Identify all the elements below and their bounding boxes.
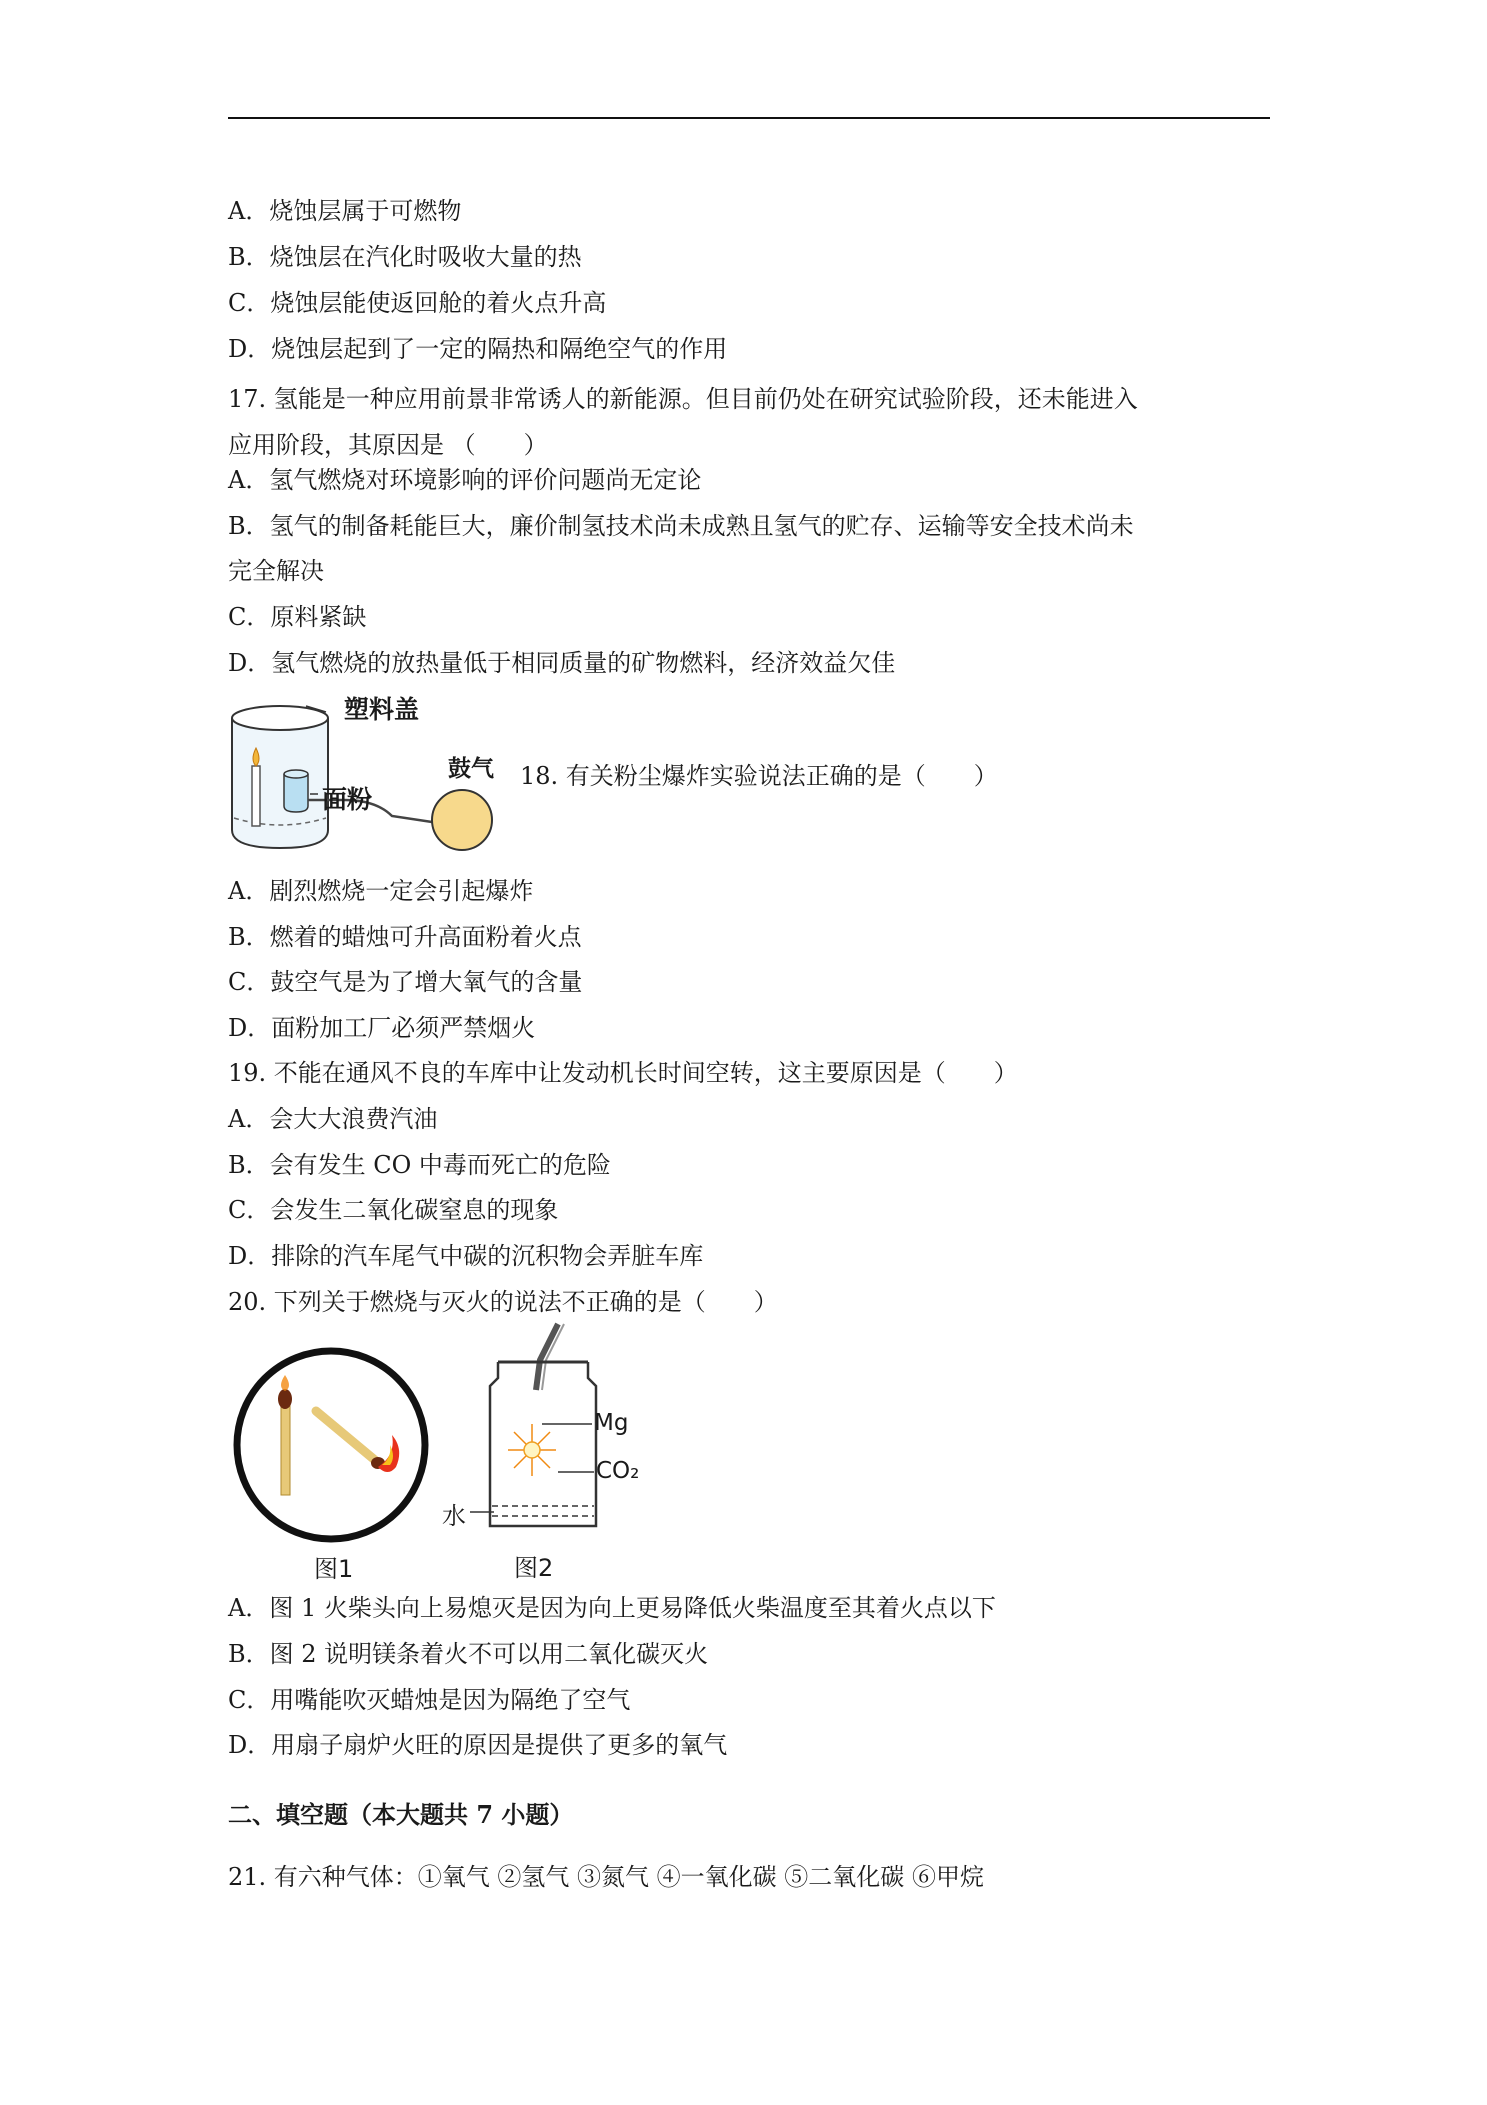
label-flour: 面粉 [322,785,373,814]
q21-stem: 21. 有六种气体：①氧气 ②氢气 ③氮气 ④一氧化碳 ⑤二氧化碳 ⑥甲烷 [228,1863,984,1891]
q17-option-d: D．氢气燃烧的放热量低于相同质量的矿物燃料，经济效益欠佳 [228,649,896,677]
q18-option-c: C．鼓空气是为了增大氧气的含量 [228,968,583,996]
q19-option-c: C．会发生二氧化碳窒息的现象 [228,1196,559,1224]
figure-1-matches [228,1345,436,1581]
label-mg: Mg [594,1410,629,1436]
q17-option-c: C．原料紧缺 [228,603,367,631]
q16-option-c: C．烧蚀层能使返回舱的着火点升高 [228,289,607,317]
header-rule [228,117,1270,119]
figure-1-caption: 图1 [314,1555,354,1583]
q20-option-a: A．图 1 火柴头向上易熄灭是因为向上更易降低火柴温度至其着火点以下 [228,1594,996,1622]
q17-stem-line1: 17. 氢能是一种应用前景非常诱人的新能源。但目前仍处在研究试验阶段，还未能进入 [228,385,1138,413]
label-blow-air: 鼓气 [448,756,494,782]
q18-stem: 18. 有关粉尘爆炸实验说法正确的是（ ） [520,762,998,790]
q17-option-b-line2: 完全解决 [228,557,324,585]
q19-option-b: B．会有发生 CO 中毒而死亡的危险 [228,1151,611,1179]
q16-option-b: B．烧蚀层在汽化时吸收大量的热 [228,243,582,271]
q18-option-b: B．燃着的蜡烛可升高面粉着火点 [228,923,582,951]
q16-option-a: A．烧蚀层属于可燃物 [228,197,462,225]
q18-option-d: D．面粉加工厂必须严禁烟火 [228,1014,536,1042]
q16-option-d: D．烧蚀层起到了一定的隔热和隔绝空气的作用 [228,335,728,363]
section-2-heading: 二、填空题（本大题共 7 小题） [228,1800,574,1829]
q20-option-d: D．用扇子扇炉火旺的原因是提供了更多的氧气 [228,1731,728,1759]
q17-option-a: A．氢气燃烧对环境影响的评价问题尚无定论 [228,466,702,494]
q17-option-b-line1: B．氢气的制备耗能巨大，廉价制氢技术尚未成熟且氢气的贮存、运输等安全技术尚未 [228,512,1134,540]
q18-option-a: A．剧烈燃烧一定会引起爆炸 [228,877,534,905]
q20-stem: 20. 下列关于燃烧与灭火的说法不正确的是（ ） [228,1288,778,1316]
q17-stem-line2: 应用阶段，其原因是 （ ） [228,431,548,459]
label-water: 水 [442,1502,466,1530]
label-plastic-cover: 塑料盖 [344,695,420,724]
q19-option-a: A．会大大浪费汽油 [228,1105,438,1133]
q20-option-c: C．用嘴能吹灭蜡烛是因为隔绝了空气 [228,1686,631,1714]
label-co2: CO₂ [596,1458,640,1484]
figure-2-caption: 图2 [514,1554,554,1582]
figure-2-magnesium-co2 [432,1320,652,1580]
dust-explosion-figure [226,690,518,856]
q19-stem: 19. 不能在通风不良的车库中让发动机长时间空转，这主要原因是（ ） [228,1059,1018,1087]
q20-option-b: B．图 2 说明镁条着火不可以用二氧化碳灭火 [228,1640,709,1668]
q19-option-d: D．排除的汽车尾气中碳的沉积物会弄脏车库 [228,1242,704,1270]
